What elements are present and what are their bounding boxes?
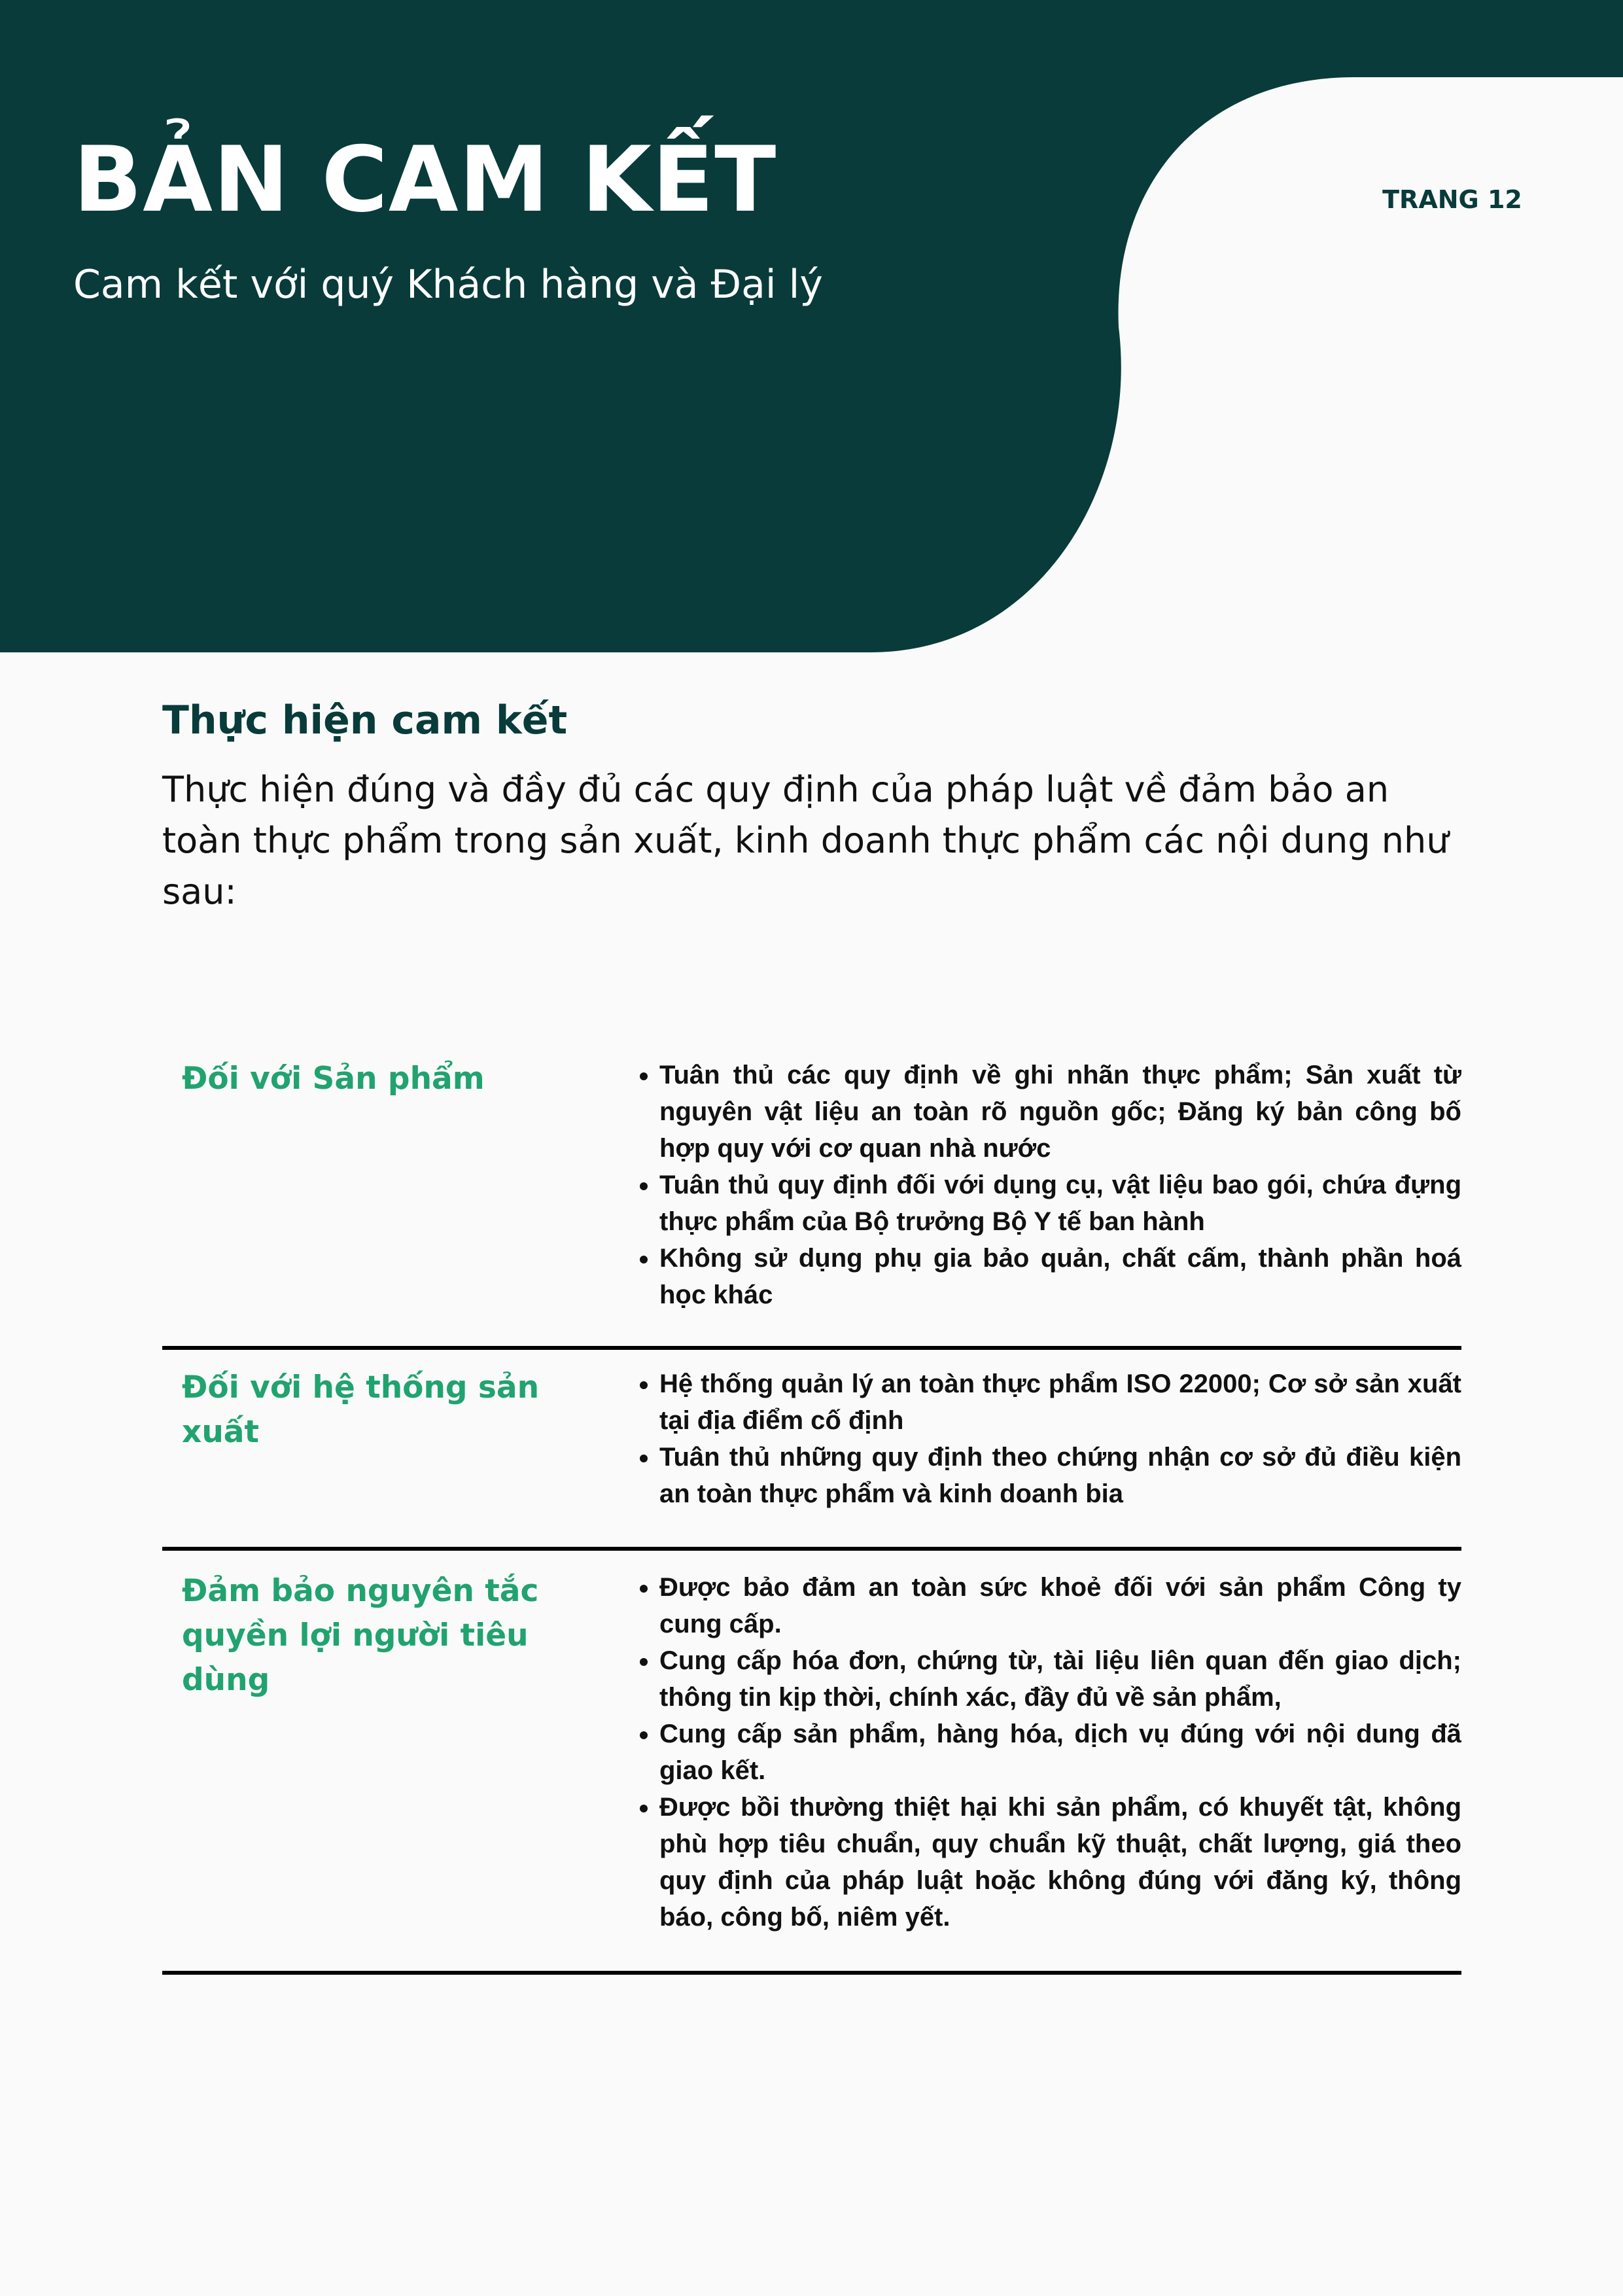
row-label: Đảm bảo nguyên tắc quyền lợi người tiêu dùng: [182, 1573, 539, 1698]
page-title: BẢN CAM KẾT: [73, 127, 777, 232]
page-subtitle: Cam kết với quý Khách hàng và Đại lý: [73, 262, 823, 308]
table-row: [162, 1040, 1461, 1350]
bullet-list: [620, 1569, 1461, 1971]
bullet-list: [620, 1366, 1461, 1547]
commitment-table: [162, 1040, 1461, 1975]
list-item: • Cung cấp sản phẩm, hàng hóa, dịch vụ đúng với nội dung đã giao kết.: [659, 1716, 1461, 1789]
list-item: • Tuân thủ những quy định theo chứng nhận cơ sở đủ điều kiện an toàn thực phẩm và kinh doanh bia: [659, 1439, 1461, 1512]
list-item: • Hệ thống quản lý an toàn thực phẩm ISO 22000; Cơ sở sản xuất tại địa điểm cố định: [659, 1366, 1461, 1439]
row-label: Đối với hệ thống sản xuất: [182, 1369, 540, 1450]
table-row: [162, 1551, 1461, 1975]
header-background-shape: [0, 0, 1623, 654]
list-item: • Được bồi thường thiệt hại khi sản phẩm, có khuyết tật, không phù hợp tiêu chuẩn, quy chuẩn kỹ thuật, chất lượng, giá theo quy định của pháp luật hoặc không đúng với đăng ký, thông báo, công bố, niêm yết.: [659, 1789, 1461, 1935]
bullet-list: [620, 1057, 1461, 1346]
section-title: Thực hiện cam kết: [162, 698, 568, 743]
row-label: Đối với Sản phẩm: [182, 1061, 485, 1097]
list-item: • Tuân thủ quy định đối với dụng cụ, vật liệu bao gói, chứa đựng thực phẩm của Bộ trưởng Bộ Y tế ban hành: [659, 1167, 1461, 1240]
list-item: • Được bảo đảm an toàn sức khoẻ đối với sản phẩm Công ty cung cấp.: [659, 1569, 1461, 1642]
table-row: [162, 1350, 1461, 1551]
list-item: • Cung cấp hóa đơn, chứng từ, tài liệu liên quan đến giao dịch; thông tin kịp thời, chính xác, đầy đủ về sản phẩm,: [659, 1642, 1461, 1716]
list-item: • Không sử dụng phụ gia bảo quản, chất cấm, thành phần hoá học khác: [659, 1240, 1461, 1313]
list-item: • Tuân thủ các quy định về ghi nhãn thực phẩm; Sản xuất từ nguyên vật liệu an toàn rõ nguồn gốc; Đăng ký bản công bố hợp quy với cơ quan nhà nước: [659, 1057, 1461, 1167]
section-intro: Thực hiện đúng và đầy đủ các quy định của pháp luật về đảm bảo an toàn thực phẩm trong sản xuất, kinh doanh thực phẩm các nội dung như sau:: [162, 769, 1449, 912]
page-number-label: TRANG 12: [1382, 185, 1522, 214]
